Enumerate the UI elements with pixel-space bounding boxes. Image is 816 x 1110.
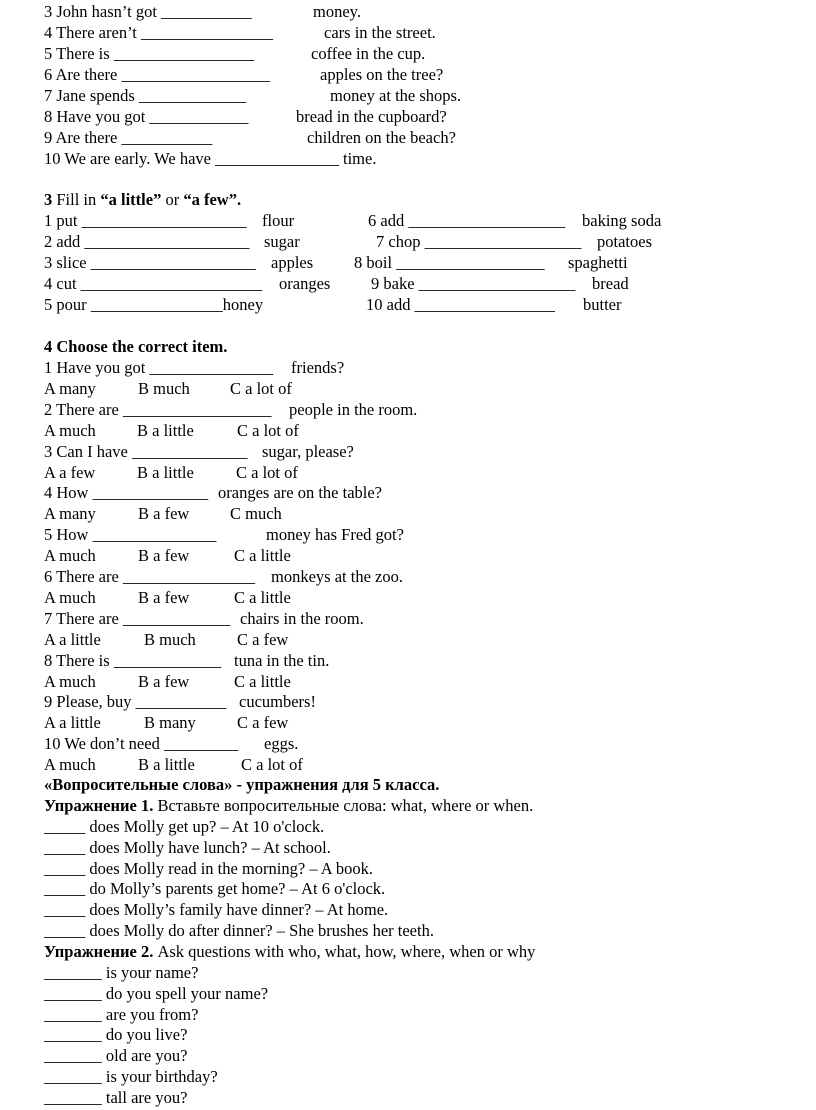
question-tail: chairs in the room. [240,608,364,628]
question-tail: eggs. [264,734,299,754]
question-lead: 6 There are [44,567,123,586]
exercise-line [44,106,447,127]
exercise-3-right-item [354,252,545,273]
line-lead: 4 There aren’t [44,23,141,42]
option-c[interactable]: C a little [234,546,291,566]
fill-text: do Molly’s parents get home? – At 6 o'clock. [85,879,386,899]
question-lead: 1 Have you got [44,358,150,377]
exercise-instruction: Вставьте вопросительные слова: what, where or when. [153,796,534,815]
question-tail: friends? [291,358,345,377]
item-lead: 1 put [44,211,82,230]
fill-line [44,962,198,983]
option-c[interactable]: C a few [237,629,289,649]
fill-text: are you from? [101,1004,199,1024]
fill-line [44,878,385,899]
exercise-2-heading [44,941,535,962]
question-line [44,441,354,462]
question-line [44,524,404,545]
answer-blank[interactable]: ____________________ [81,211,247,230]
fill-line [44,899,388,920]
answer-blank[interactable]: _______________ [92,525,217,545]
fill-line [44,983,268,1004]
exercise-instruction: Ask questions with who, what, how, where, when or why [153,942,536,961]
answer-blank[interactable]: ______________________ [80,274,263,293]
answer-blank[interactable]: ____________________ [84,232,250,251]
item-lead: 5 pour [44,295,91,314]
question-lead: 5 How [44,525,93,545]
exercise-3-row [44,231,744,252]
answer-blank[interactable]: ___________________ [418,274,576,293]
option-b[interactable]: B a few [138,671,190,691]
option-b[interactable]: B much [138,379,190,398]
item-lead: 7 chop [376,232,425,251]
option-b[interactable]: B a few [138,588,190,607]
answer-blank[interactable]: _______ [44,1025,102,1045]
answer-blank[interactable]: _______________ [149,358,274,377]
option-c[interactable]: C a little [234,671,291,691]
option-a[interactable]: A much [44,671,96,691]
answer-blank[interactable]: __________________ [396,253,545,272]
answer-blank[interactable]: _______ [44,1087,102,1107]
option-a[interactable]: A a few [44,462,96,482]
option-b[interactable]: B many [144,713,196,733]
option-a[interactable]: A much [44,588,96,607]
question-tail: money has Fred got? [266,525,404,545]
option-c[interactable]: C a lot of [236,462,298,482]
item-lead: 10 add [366,295,415,314]
line-tail: time. [343,149,377,168]
question-line [44,566,403,587]
answer-blank[interactable]: _______ [44,963,102,982]
answer-blank[interactable]: _________________ [113,44,255,63]
answer-blank[interactable]: ________________ [90,295,223,314]
fill-text: tall are you? [101,1087,188,1107]
fill-line [44,1024,187,1045]
line-lead: 9 Are there [44,128,122,147]
question-line [44,608,364,629]
answer-blank[interactable]: _____________ [138,86,247,105]
fill-text: do you live? [101,1025,188,1045]
line-tail: money. [313,2,361,21]
question-lead: 10 We don’t need [44,734,164,754]
question-line [44,482,383,503]
exercise-line [44,127,456,148]
exercise-3-right-item [371,273,575,294]
question-tail: oranges are on the table? [218,483,383,503]
question-tail: cucumbers! [239,692,316,712]
exercise-line [44,148,376,169]
line-tail: coffee in the cup. [311,44,426,63]
answer-blank[interactable]: _______ [44,1004,102,1024]
answer-blank[interactable]: _____ [44,921,86,940]
answer-blank[interactable]: _______________ [215,149,339,168]
answer-blank[interactable]: _____ [44,900,86,920]
exercise-3-heading [44,189,241,210]
option-b[interactable]: B a few [138,546,190,566]
item-lead: 9 bake [371,274,419,293]
exercise-line [44,85,462,106]
question-line [44,733,299,754]
item-word: potatoes [597,232,652,251]
option-b[interactable]: B a few [138,504,190,524]
fill-line [44,1045,187,1066]
exercise-3-row [44,294,744,315]
line-lead: 5 There is [44,44,114,63]
answer-blank[interactable]: ___________ [161,2,252,21]
exercise-3-right-item [368,210,565,231]
question-tail: sugar, please? [262,441,354,461]
question-lead: 8 There is [44,650,114,670]
exercise-label: Упражнение 2. [44,942,154,961]
option-a[interactable]: A a little [44,629,101,649]
option-a[interactable]: A much [44,420,96,440]
exercise-1-heading [44,795,533,816]
answer-blank[interactable]: __________________ [121,65,270,84]
question-lead: 9 Please, buy [44,692,136,712]
answer-blank[interactable]: _________________ [414,295,555,314]
section-title: «Вопросительные слова» - упражнения для 5 класса. [44,775,440,794]
question-line [44,357,345,378]
exercise-label: Упражнение 1. [44,796,154,815]
answer-blank[interactable]: ___________ [135,692,227,712]
line-lead: 8 Have you got [44,107,150,126]
option-c[interactable]: C a little [234,588,291,607]
option-c[interactable]: C a lot of [237,420,299,440]
fill-line [44,837,331,858]
option-c[interactable]: C much [230,504,282,524]
answer-blank[interactable]: ___________________ [408,211,566,230]
fill-text: old are you? [101,1046,188,1066]
answer-blank[interactable]: _______ [44,1046,102,1066]
fill-line [44,858,373,879]
fill-text: does Molly do after dinner? – She brushes her teeth. [85,921,434,940]
item-lead: 8 boil [354,253,397,272]
answer-blank[interactable]: _____ [44,837,86,857]
question-lead: 2 There are [44,399,123,419]
option-a-few: “a few”. [183,190,242,209]
item-word: bread [592,274,629,293]
question-tail: tuna in the tin. [234,650,330,670]
exercise-line [44,22,436,43]
item-word: spaghetti [568,253,628,272]
answer-blank[interactable]: _____ [44,879,86,899]
answer-blank[interactable]: ____________ [149,107,249,126]
exercise-4-heading: 4 Choose the correct item. [44,337,228,356]
question-lead: 3 Can I have [44,441,132,461]
exercise-3-row [44,252,744,273]
option-a[interactable]: A many [44,379,96,398]
option-a[interactable]: A much [44,755,96,775]
option-a[interactable]: A a little [44,713,101,733]
question-tail: people in the room. [289,399,418,419]
item-word: oranges [279,274,331,293]
question-line [44,399,418,420]
fill-text: do you spell your name? [101,983,269,1003]
option-b[interactable]: B a little [137,420,194,440]
line-lead: 3 John hasn’t got [44,2,162,21]
line-tail: children on the beach? [307,128,456,147]
line-lead: 7 Jane spends [44,86,139,105]
answer-blank[interactable]: _____ [44,817,86,836]
item-lead: 2 add [44,232,85,251]
answer-blank[interactable]: ____________________ [90,253,256,272]
question-lead: 4 How [44,483,93,503]
answer-blank[interactable]: ________________ [122,567,255,586]
item-lead: 3 slice [44,253,91,272]
exercise-line [44,64,444,85]
exercise-3-row [44,273,744,294]
fill-line [44,1004,198,1025]
fill-text: does Molly get up? – At 10 o'clock. [85,817,325,836]
exercise-3-row [44,210,744,231]
line-lead: 6 Are there [44,65,122,84]
option-c[interactable]: C a lot of [230,379,292,398]
heading-text: Fill in [52,190,101,209]
fill-line [44,1066,218,1087]
exercise-3-right-item [376,231,581,252]
item-word: flour [262,211,295,230]
item-word: baking soda [582,211,662,230]
item-lead: 6 add [368,211,409,230]
exercise-line [44,43,426,64]
item-word: sugar [264,232,300,251]
answer-blank[interactable]: ___________ [121,128,213,147]
answer-blank[interactable]: _________ [163,734,239,754]
fill-line [44,1087,187,1108]
line-lead: 10 We are early. We have [44,149,216,168]
item-lead: 4 cut [44,274,81,293]
question-tail: monkeys at the zoo. [271,567,403,586]
line-tail: bread in the cupboard? [296,107,447,126]
option-a[interactable]: A much [44,546,96,566]
answer-blank[interactable]: ________________ [140,23,273,42]
heading-or: or [161,190,184,209]
answer-blank[interactable]: _____ [44,858,86,878]
fill-text: does Molly’s family have dinner? – At home. [85,900,389,920]
answer-blank[interactable]: __________________ [122,399,272,419]
exercise-3-right-item [366,294,555,315]
fill-text: does Molly read in the morning? – A book. [85,858,374,878]
item-word: apples [271,253,314,272]
item-word: honey [222,295,264,314]
fill-text: does Molly have lunch? – At school. [85,837,331,857]
line-tail: money at the shops. [330,86,462,105]
fill-line [44,920,434,941]
line-tail: apples on the tree? [320,65,444,84]
question-line [44,691,316,712]
fill-text: is your birthday? [101,1067,218,1086]
answer-blank[interactable]: ______________ [92,483,209,503]
fill-text: is your name? [101,963,199,982]
option-c[interactable]: C a lot of [241,755,303,775]
question-line [44,650,330,671]
fill-line [44,816,324,837]
answer-blank[interactable]: ______________ [131,441,248,461]
answer-blank[interactable]: ___________________ [424,232,582,251]
item-word: butter [583,295,622,314]
answer-blank[interactable]: _______ [44,1067,102,1086]
exercise-number: 3 [44,190,53,209]
exercise-line [44,1,361,22]
option-b[interactable]: B a little [138,755,195,775]
option-b[interactable]: B much [144,629,196,649]
option-c[interactable]: C a few [237,713,289,733]
option-a[interactable]: A many [44,504,96,524]
answer-blank[interactable]: _____________ [122,608,231,628]
option-b[interactable]: B a little [137,462,194,482]
answer-blank[interactable]: _______ [44,983,102,1003]
option-a-little: “a little” [100,190,162,209]
line-tail: cars in the street. [324,23,436,42]
answer-blank[interactable]: _____________ [113,650,222,670]
question-lead: 7 There are [44,608,123,628]
